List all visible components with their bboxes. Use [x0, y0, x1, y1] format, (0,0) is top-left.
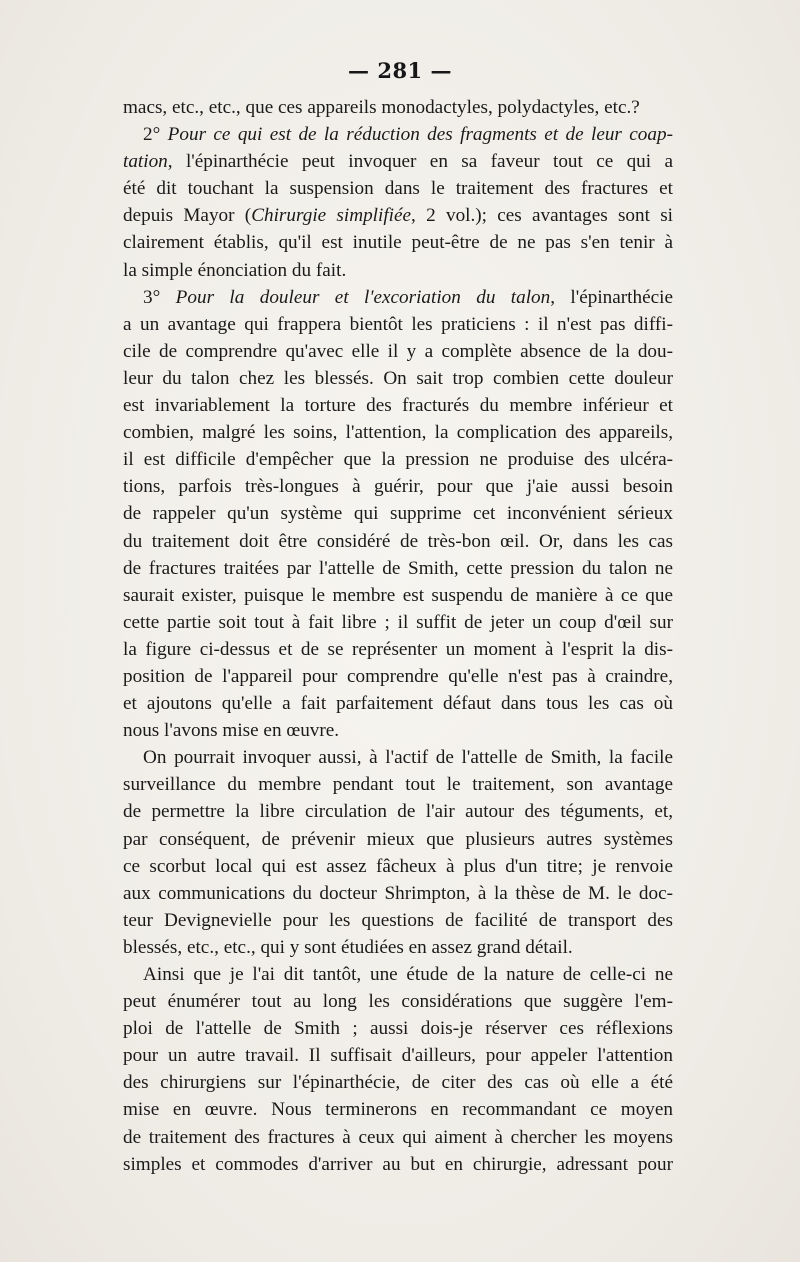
text-line: On pourrait invoquer aussi, à l'actif de l'attelle de Smith, la facile [143, 747, 673, 769]
text-line: et ajoutons qu'elle a fait parfaitement défaut dans tous les cas où [123, 693, 673, 715]
text-line: nous l'avons mise en œuvre. [123, 720, 340, 742]
text-line-italic-mid: depuis Mayor (Chirurgie simplifiée, 2 vol.); ces avantages sont si [123, 205, 674, 227]
text-line: est invariablement la torture des fracturés du membre inférieur et [123, 395, 673, 417]
text-line: de traitement des fractures à ceux qui aiment à chercher les moyens [123, 1126, 673, 1148]
italic-run: Pour la douleur et l'excoriation du talon [175, 286, 551, 308]
text-line: ploi de l'attelle de Smith ; aussi dois-je réserver ces réflexions [123, 1018, 673, 1040]
text-line: de rappeler qu'un système qui supprime cet inconvénient sérieux [123, 503, 673, 525]
text-line: la figure ci-dessus et de se représenter un moment à l'esprit la dis- [123, 638, 673, 660]
text-line: macs, etc., etc., que ces appareils monodactyles, polydactyles, etc.? [123, 97, 640, 118]
text-line: simples et commodes d'arriver au but en chirurgie, adressant pour [123, 1153, 673, 1175]
text-line: été dit touchant la suspension dans le traitement des fractures et [123, 178, 673, 200]
text-line: du traitement doit être considéré de très-bon œil. Or, dans les cas [123, 530, 673, 552]
text-line: de fractures traitées par l'attelle de Smith, cette pression du talon ne [123, 557, 673, 579]
body-text [123, 94, 673, 1178]
text-line: leur du talon chez les blessés. On sait trop combien cette douleur [123, 367, 673, 389]
text-line: a un avantage qui frappera bientôt les praticiens : il n'est pas diffi- [123, 313, 673, 335]
text-line: combien, malgré les soins, l'attention, la complication des appareils, [123, 422, 673, 444]
text-line-italic-start: 3° Pour la douleur et l'excoriation du talon, l'épinarthécie [143, 286, 673, 308]
text-line: clairement établis, qu'il est inutile peut-être de ne pas s'en tenir à [123, 232, 673, 254]
text-line: mise en œuvre. Nous terminerons en recommandant ce moyen [123, 1099, 673, 1121]
text-line: saurait exister, puisque le membre est suspendu de manière à ce que [123, 584, 673, 606]
text-line: de permettre la libre circulation de l'air autour des téguments, et, [123, 801, 673, 823]
italic-run: tation [123, 151, 168, 173]
text-line: ce scorbut local qui est assez fâcheux à plus d'un titre; je renvoie [123, 855, 673, 877]
text-line: pour un autre travail. Il suffisait d'ailleurs, pour appeler l'attention [123, 1045, 673, 1067]
italic-run: Pour ce qui est de la réduction des fragments et de leur coap- [167, 124, 673, 146]
text-line: teur Devignevielle pour les questions de facilité de transport des [123, 909, 673, 931]
text-line: peut énumérer tout au long les considérations que suggère l'em- [123, 991, 673, 1013]
italic-run: Chirurgie simplifiée [251, 205, 412, 227]
text-line: position de l'appareil pour comprendre qu'elle n'est pas à craindre, [123, 665, 673, 687]
text-line: aux communications du docteur Shrimpton, à la thèse de M. le doc- [123, 882, 673, 904]
page-number: — 281 — [348, 58, 452, 83]
text-line: Ainsi que je l'ai dit tantôt, une étude de la nature de celle-ci ne [143, 964, 673, 985]
text-line: cette partie soit tout à fait libre ; il suffit de jeter un coup d'œil sur [123, 611, 673, 633]
text-line: cile de comprendre qu'avec elle il y a complète absence de la dou- [123, 340, 673, 362]
text-line: surveillance du membre pendant tout le traitement, son avantage [123, 774, 673, 796]
text-line-italic-start: tation, l'épinarthécie peut invoquer en sa faveur tout ce qui a [123, 151, 673, 173]
text-line: des chirurgiens sur l'épinarthécie, de citer des cas où elle a été [123, 1072, 673, 1094]
text-line: blessés, etc., etc., qui y sont étudiées en assez grand détail. [123, 936, 573, 958]
text-line: il est difficile d'empêcher que la pression ne produise des ulcéra- [123, 449, 673, 471]
text-line-italic-start: 2° Pour ce qui est de la réduction des fragments et de leur coap- [143, 124, 673, 146]
text-line: par conséquent, de prévenir mieux que plusieurs autres systèmes [123, 828, 673, 850]
text-line: la simple énonciation du fait. [123, 259, 347, 281]
text-line: tions, parfois très-longues à guérir, pour que j'aie aussi besoin [123, 476, 673, 498]
